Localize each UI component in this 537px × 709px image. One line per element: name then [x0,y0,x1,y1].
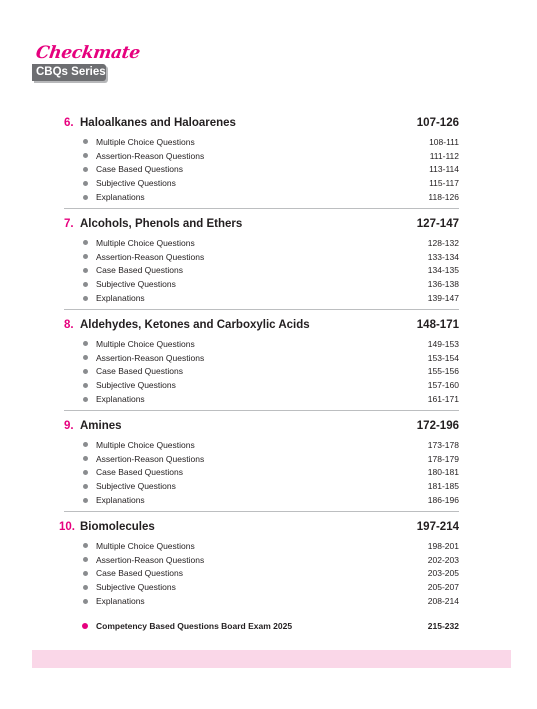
toc-entry[interactable] [64,539,459,553]
entry-label: Assertion-Reason Questions [96,453,205,464]
toc-entry[interactable] [64,378,459,392]
bullet-icon [83,470,88,475]
toc-entry[interactable] [64,264,459,278]
toc-entry[interactable] [64,190,459,204]
chapter-section [64,319,459,411]
chapter-title: Aldehydes, Ketones and Carboxylic Acids [80,318,310,331]
entry-label: Case Based Questions [96,265,183,276]
chapter-number: 10. [59,520,75,533]
bullet-icon [83,383,88,388]
entry-pages: 108-111 [429,136,459,147]
entry-pages: 173-178 [427,439,459,450]
bullet-icon [83,442,88,447]
entry-label: Subjective Questions [96,380,176,391]
entry-label: Explanations [96,495,145,506]
entry-pages: 118-126 [428,192,459,203]
chapter-section [64,218,459,310]
entry-label: Case Based Questions [96,568,183,579]
entry-label: Multiple Choice Questions [96,136,195,147]
series-badge: CBQs Series [32,64,106,81]
entry-pages: 155-156 [427,366,459,377]
toc-entry[interactable] [64,163,459,177]
bullet-icon [83,397,88,402]
bullet-icon [83,341,88,346]
entry-pages: 203-205 [427,568,459,579]
chapter-section [64,420,459,512]
chapter-heading[interactable] [64,218,459,236]
bullet-icon [83,181,88,186]
chapter-section [64,117,459,209]
toc-entry[interactable] [64,277,459,291]
toc-entry[interactable] [64,392,459,406]
entry-pages: 128-132 [427,237,459,248]
toc-entry[interactable] [64,493,459,507]
entry-pages: 133-134 [427,251,459,262]
bullet-icon [83,167,88,172]
entry-pages: 149-153 [427,338,459,349]
entry-pages: 153-154 [427,352,459,363]
entry-label: Multiple Choice Questions [96,338,195,349]
bullet-icon [83,543,88,548]
entry-label: Explanations [96,596,145,607]
bullet-icon [83,599,88,604]
entry-label: Case Based Questions [96,164,183,175]
chapter-pages: 127-147 [416,217,459,230]
entry-pages: 186-196 [427,495,459,506]
entry-pages: 136-138 [427,279,459,290]
toc-entry[interactable] [64,135,459,149]
toc-entry[interactable] [64,176,459,190]
bullet-icon [83,282,88,287]
chapter-heading[interactable] [64,117,459,135]
entry-pages: 113-114 [429,164,459,175]
entry-pages: 181-185 [427,481,459,492]
entry-label: Subjective Questions [96,178,176,189]
bullet-icon [83,585,88,590]
chapter-number: 6. [64,117,74,129]
toc-entry[interactable] [64,351,459,365]
chapter-title: Alcohols, Phenols and Ethers [80,217,243,230]
bullet-icon [82,623,88,629]
chapter-heading[interactable] [64,420,459,438]
toc-entry[interactable] [64,452,459,466]
bullet-icon [83,571,88,576]
entry-pages: 134-135 [427,265,459,276]
entry-pages: 180-181 [427,467,459,478]
bullet-icon [83,557,88,562]
toc-entry[interactable] [64,479,459,493]
entry-label: Case Based Questions [96,366,183,377]
chapter-title: Biomolecules [80,520,155,533]
special-entry-pages: 215-232 [427,620,459,631]
bullet-icon [83,456,88,461]
toc-entry[interactable] [64,149,459,163]
logo-wordmark: Checkmate [34,43,142,63]
toc-entry[interactable] [64,291,459,305]
entry-label: Assertion-Reason Questions [96,352,205,363]
bullet-icon [83,296,88,301]
entry-pages: 198-201 [427,540,459,551]
bullet-icon [83,268,88,273]
bullet-icon [83,498,88,503]
chapter-pages: 197-214 [416,520,459,533]
toc-entry[interactable] [64,250,459,264]
chapter-number: 7. [64,217,74,230]
entry-label: Explanations [96,394,145,405]
chapter-title: Amines [80,419,122,432]
entry-label: Assertion-Reason Questions [96,251,205,262]
chapter-pages: 172-196 [416,419,459,432]
chapter-heading[interactable] [59,520,459,539]
chapter-section [59,520,459,612]
entry-pages: 178-179 [427,453,459,464]
bullet-icon [83,355,88,360]
bullet-icon [83,240,88,245]
entry-pages: 161-171 [427,394,459,405]
brand-logo [32,43,142,81]
bullet-icon [83,195,88,200]
entry-pages: 202-203 [427,554,459,565]
chapter-heading[interactable] [64,319,459,337]
entry-pages: 208-214 [427,596,459,607]
entry-label: Explanations [96,192,145,203]
chapter-pages: 107-126 [416,117,459,129]
toc-entry[interactable] [64,236,459,250]
chapter-number: 8. [64,318,74,331]
toc-entry[interactable] [64,337,459,351]
entry-label: Subjective Questions [96,481,176,492]
bullet-icon [83,139,88,144]
bullet-icon [83,369,88,374]
toc-entry[interactable] [64,567,459,581]
bullet-icon [83,254,88,259]
entry-pages: 205-207 [427,582,459,593]
toc-entry[interactable] [64,553,459,567]
toc-entry[interactable] [64,365,459,379]
bullet-icon [83,153,88,158]
toc-entry[interactable] [64,466,459,480]
entry-label: Multiple Choice Questions [96,540,195,551]
special-entry-label: Competency Based Questions Board Exam 2025 [96,620,293,631]
entry-pages: 139-147 [427,293,459,304]
entry-pages: 111-112 [429,150,459,161]
entry-pages: 157-160 [427,380,459,391]
special-entry[interactable] [64,618,459,634]
footer-band [32,650,511,668]
entry-label: Case Based Questions [96,467,183,478]
table-of-contents [59,117,459,634]
entry-pages: 115-117 [429,178,459,189]
entry-label: Multiple Choice Questions [96,439,195,450]
toc-entry[interactable] [64,580,459,594]
bullet-icon [83,484,88,489]
chapter-number: 9. [64,419,74,432]
entry-label: Assertion-Reason Questions [96,150,205,161]
toc-entry[interactable] [64,438,459,452]
entry-label: Subjective Questions [96,279,176,290]
entry-label: Assertion-Reason Questions [96,554,205,565]
entry-label: Multiple Choice Questions [96,237,195,248]
entry-label: Explanations [96,293,145,304]
chapter-title: Haloalkanes and Haloarenes [80,117,236,129]
chapter-pages: 148-171 [416,318,459,331]
entry-label: Subjective Questions [96,582,176,593]
toc-entry[interactable] [64,594,459,608]
